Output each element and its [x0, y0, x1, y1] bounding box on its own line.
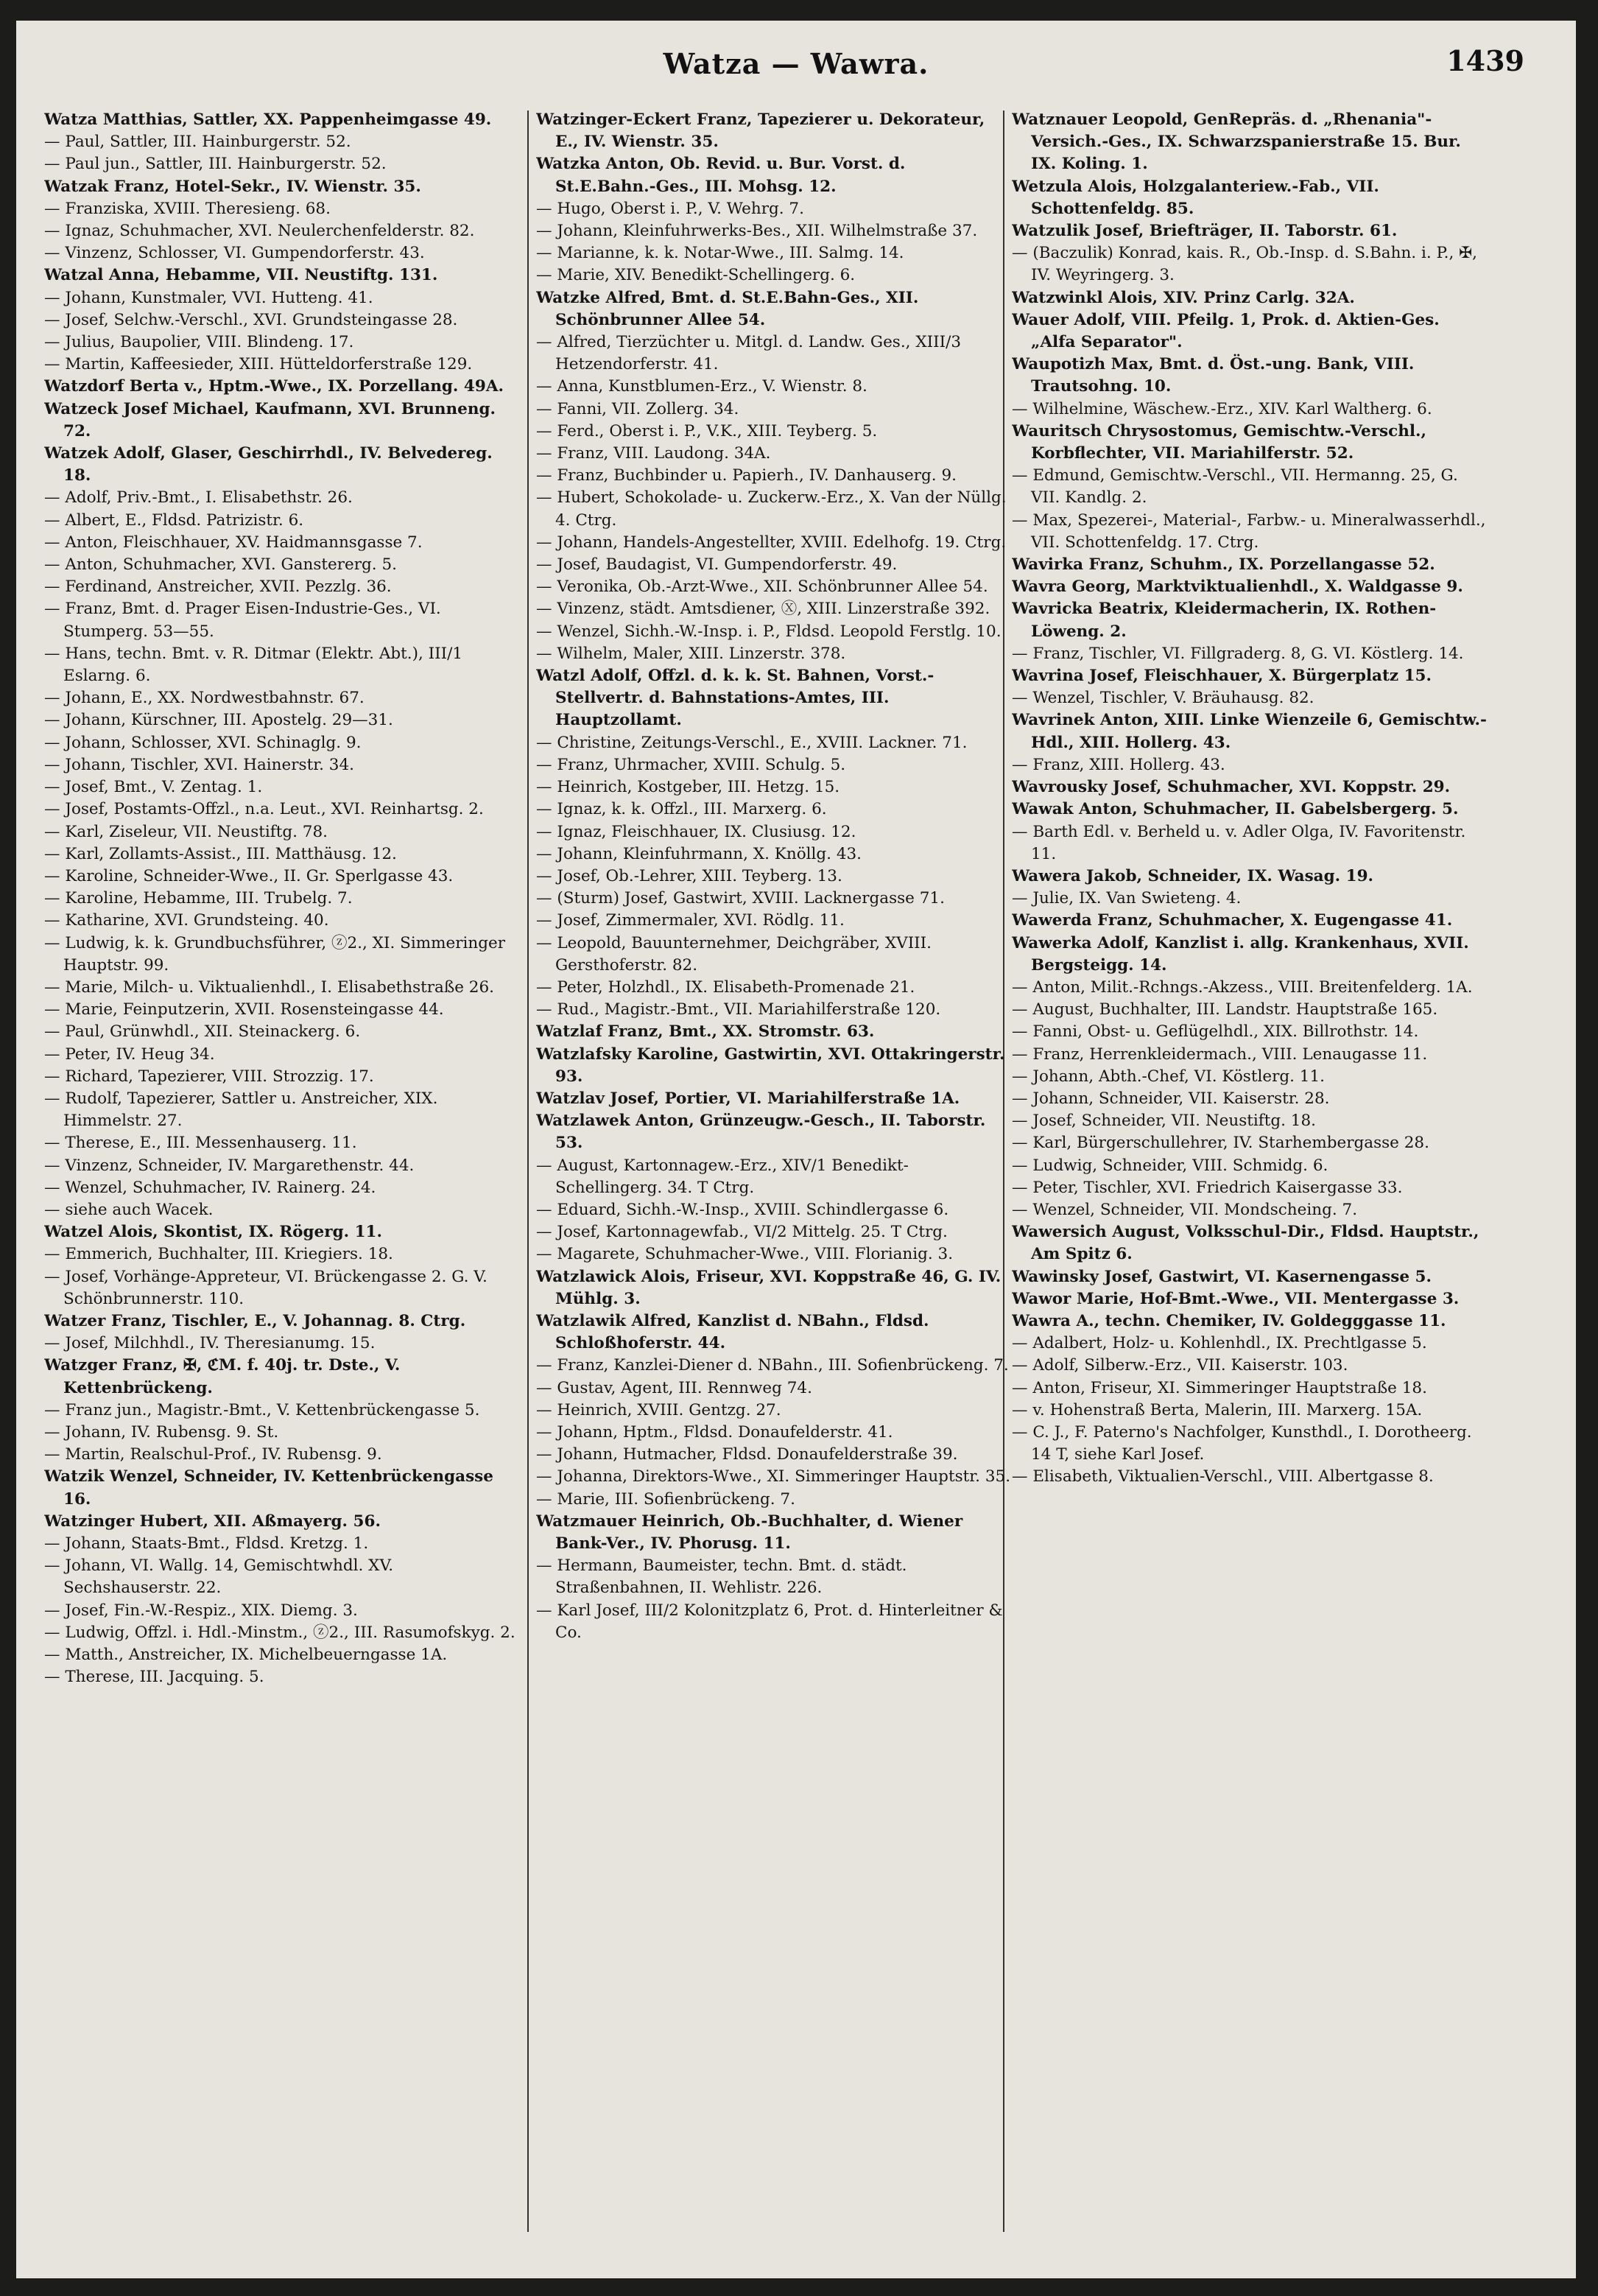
directory-entry: Watznauer Leopold, GenRepräs. d. „Rhenania"-Versich.-Ges., IX. Schwarzspanierstraße 15. Bur. IX. Koling. 1.: [1012, 110, 1461, 174]
directory-entry: — Johann, Staats-Bmt., Fldsd. Kretzg. 1.: [44, 1534, 369, 1553]
directory-entry: — Wenzel, Schuhmacher, IV. Rainerg. 24.: [44, 1178, 376, 1197]
directory-entry: — Julius, Baupolier, VIII. Blindeng. 17.: [44, 333, 354, 352]
directory-entry: — Josef, Selchw.-Verschl., XVI. Grundsteingasse 28.: [44, 310, 458, 329]
directory-entry: Wetzula Alois, Holzgalanteriew.-Fab., VII. Schottenfeldg. 85.: [1012, 177, 1379, 218]
directory-entry: — August, Kartonnagew.-Erz., XIV/1 Benedikt-Schellingerg. 34. T Ctrg.: [536, 1156, 909, 1197]
directory-entry: — Johann, Hutmacher, Fldsd. Donaufelderstraße 39.: [536, 1445, 958, 1464]
directory-entry: — Josef, Baudagist, VI. Gumpendorferstr. 49.: [536, 555, 898, 575]
directory-entry: — Peter, Holzhdl., IX. Elisabeth-Promenade 21.: [536, 977, 915, 997]
directory-entry: Watzmauer Heinrich, Ob.-Buchhalter, d. Wiener Bank-Ver., IV. Phorusg. 11.: [536, 1512, 963, 1553]
directory-entry: — Matth., Anstreicher, IX. Michelbeuerngasse 1A.: [44, 1646, 448, 1665]
directory-entry: — Rudolf, Tapezierer, Sattler u. Anstreicher, XIX. Himmelstr. 27.: [44, 1089, 438, 1131]
directory-entry: Wawor Marie, Hof-Bmt.-Wwe., VII. Mentergasse 3.: [1012, 1289, 1460, 1308]
directory-entry: — Veronika, Ob.-Arzt-Wwe., XII. Schönbrunner Allee 54.: [536, 577, 988, 597]
directory-entry: — C. J., F. Paterno's Nachfolger, Kunsthdl., I. Dorotheerg. 14 T, siehe Karl Josef.: [1012, 1422, 1472, 1464]
directory-entry: — Johann, IV. Rubensg. 9. St.: [44, 1422, 279, 1442]
directory-entry: Watzlafsky Karoline, Gastwirtin, XVI. Ottakringerstr. 93.: [536, 1045, 1005, 1086]
directory-entry: — Peter, Tischler, XVI. Friedrich Kaisergasse 33.: [1012, 1178, 1403, 1197]
directory-entry: Wawera Jakob, Schneider, IX. Wasag. 19.: [1012, 866, 1374, 885]
directory-entry: — Hubert, Schokolade- u. Zuckerw.-Erz., X. Van der Nüllg. 4. Ctrg.: [536, 488, 1007, 530]
page-title: Watza — Wawra.: [663, 47, 929, 80]
directory-entry: — Marianne, k. k. Notar-Wwe., III. Salmg. 14.: [536, 244, 904, 263]
column-1: [44, 109, 519, 2245]
directory-entry: Watzlav Josef, Portier, VI. Mariahilferstraße 1A.: [536, 1089, 960, 1108]
directory-entry: — Hugo, Oberst i. P., V. Wehrg. 7.: [536, 199, 804, 218]
directory-entry: — Julie, IX. Van Swieteng. 4.: [1012, 889, 1242, 908]
directory-entry: Wavirka Franz, Schuhm., IX. Porzellangasse 52.: [1012, 555, 1435, 575]
directory-entry: — Ferd., Oberst i. P., V.K., XIII. Teyberg. 5.: [536, 421, 878, 440]
directory-entry: — Marie, Feinputzerin, XVII. Rosensteingasse 44.: [44, 1000, 444, 1019]
directory-entry: — Johann, Schlosser, XVI. Schinaglg. 9.: [44, 733, 362, 752]
directory-entry: — Hermann, Baumeister, techn. Bmt. d. städt. Straßenbahnen, II. Wehlistr. 226.: [536, 1556, 907, 1598]
directory-entry: Watzik Wenzel, Schneider, IV. Kettenbrückengasse 16.: [44, 1467, 493, 1509]
directory-entry: — Adalbert, Holz- u. Kohlenhdl., IX. Prechtlgasse 5.: [1012, 1334, 1427, 1353]
directory-entry: — Ferdinand, Anstreicher, XVII. Pezzlg. 36.: [44, 577, 392, 597]
directory-entry: Watzel Alois, Skontist, IX. Rögerg. 11.: [44, 1223, 382, 1242]
directory-entry: — Ludwig, Schneider, VIII. Schmidg. 6.: [1012, 1156, 1328, 1175]
directory-entry: — Josef, Kartonnagewfab., VI/2 Mittelg. 25. T Ctrg.: [536, 1223, 948, 1242]
directory-entry: — Marie, III. Sofienbrückeng. 7.: [536, 1489, 795, 1509]
directory-entry: — Gustav, Agent, III. Rennweg 74.: [536, 1378, 812, 1397]
directory-entry: — Therese, E., III. Messenhauserg. 11.: [44, 1134, 357, 1153]
directory-entry: — Leopold, Bauunternehmer, Deichgräber, XVIII. Gersthoferstr. 82.: [536, 933, 932, 975]
directory-entry: Wawak Anton, Schuhmacher, II. Gabelsbergerg. 5.: [1012, 800, 1459, 819]
directory-entry: — Richard, Tapezierer, VIII. Strozzig. 17.: [44, 1067, 374, 1086]
directory-entry: Wavrina Josef, Fleischhauer, X. Bürgerplatz 15.: [1012, 667, 1432, 686]
directory-entry: — Franz, Uhrmacher, XVIII. Schulg. 5.: [536, 755, 846, 774]
directory-entry: — Emmerich, Buchhalter, III. Kriegiers. 18.: [44, 1245, 393, 1264]
directory-entry: — Paul, Grünwhdl., XII. Steinackerg. 6.: [44, 1022, 361, 1042]
directory-entry: — Franziska, XVIII. Theresieng. 68.: [44, 199, 331, 218]
directory-entry: — siehe auch Wacek.: [44, 1200, 214, 1219]
directory-entry: — Karoline, Hebamme, III. Trubelg. 7.: [44, 889, 353, 908]
directory-entry: — Heinrich, Kostgeber, III. Hetzg. 15.: [536, 778, 840, 797]
directory-entry: — Vinzenz, Schlosser, VI. Gumpendorferstr. 43.: [44, 244, 425, 263]
directory-entry: — Johann, Tischler, XVI. Hainerstr. 34.: [44, 755, 354, 774]
directory-entry: — Adolf, Priv.-Bmt., I. Elisabethstr. 26.: [44, 488, 353, 508]
directory-entry: — Marie, XIV. Benedikt-Schellingerg. 6.: [536, 266, 856, 285]
directory-entry: Watzer Franz, Tischler, E., V. Johannag. 8. Ctrg.: [44, 1311, 466, 1330]
directory-entry: Watzlawik Alfred, Kanzlist d. NBahn., Fldsd. Schloßhoferstr. 44.: [536, 1311, 929, 1353]
directory-entry: — August, Buchhalter, III. Landstr. Hauptstraße 165.: [1012, 1000, 1438, 1019]
directory-entry: — Johann, E., XX. Nordwestbahnstr. 67.: [44, 689, 365, 708]
directory-entry: — Karl, Ziseleur, VII. Neustiftg. 78.: [44, 822, 328, 841]
directory-entry: — Ludwig, k. k. Grundbuchsführer, ⓩ2., XI. Simmeringer Hauptstr. 99.: [44, 933, 506, 975]
directory-entry: — Fanni, Obst- u. Geflügelhdl., XIX. Billrothstr. 14.: [1012, 1022, 1419, 1042]
directory-entry: — Josef, Ob.-Lehrer, XIII. Teyberg. 13.: [536, 866, 842, 885]
directory-entry: — Anna, Kunstblumen-Erz., V. Wienstr. 8.: [536, 377, 867, 396]
directory-entry: — Franz, Kanzlei-Diener d. NBahn., III. Sofienbrückeng. 7.: [536, 1356, 1009, 1375]
directory-entry: Watzulik Josef, Briefträger, II. Taborstr. 61.: [1012, 222, 1398, 241]
directory-entry: Wavrousky Josef, Schuhmacher, XVI. Koppstr. 29.: [1012, 778, 1451, 797]
directory-entry: Wavrinek Anton, XIII. Linke Wienzeile 6, Gemischtw.-Hdl., XIII. Hollerg. 43.: [1012, 711, 1487, 752]
directory-entry: — Fanni, VII. Zollerg. 34.: [536, 399, 739, 418]
page-number: 1439: [1446, 44, 1524, 77]
directory-entry: Wawersich August, Volksschul-Dir., Fldsd. Hauptstr., Am Spitz 6.: [1012, 1223, 1479, 1264]
directory-entry: Wawinsky Josef, Gastwirt, VI. Kasernengasse 5.: [1012, 1267, 1432, 1286]
directory-entry: — Vinzenz, Schneider, IV. Margarethenstr. 44.: [44, 1156, 415, 1175]
directory-entry: — Anton, Milit.-Rchngs.-Akzess., VIII. Breitenfelderg. 1A.: [1012, 977, 1473, 997]
directory-entry: Wawra A., techn. Chemiker, IV. Goldegggasse 11.: [1012, 1311, 1446, 1330]
directory-entry: — Johanna, Direktors-Wwe., XI. Simmeringer Hauptstr. 35.: [536, 1467, 1011, 1486]
directory-entry: — Rud., Magistr.-Bmt., VII. Mariahilferstraße 120.: [536, 1000, 941, 1019]
column-3: [1012, 109, 1487, 2245]
directory-entry: — Hans, techn. Bmt. v. R. Ditmar (Elektr. Abt.), III/1 Eslarng. 6.: [44, 644, 463, 686]
directory-entry: — Adolf, Silberw.-Erz., VII. Kaiserstr. 103.: [1012, 1356, 1348, 1375]
directory-entry: — Paul jun., Sattler, III. Hainburgerstr. 52.: [44, 155, 387, 174]
directory-entry: — Johann, Handels-Angestellter, XVIII. Edelhofg. 19. Ctrg.: [536, 533, 1007, 552]
directory-entry: — Anton, Fleischhauer, XV. Haidmannsgasse 7.: [44, 533, 423, 552]
directory-entry: Watzka Anton, Ob. Revid. u. Bur. Vorst. d. St.E.Bahn.-Ges., III. Mohsg. 12.: [536, 155, 906, 196]
directory-entry: — Johann, Schneider, VII. Kaiserstr. 28.: [1012, 1089, 1330, 1108]
directory-entry: — Magarete, Schuhmacher-Wwe., VIII. Florianig. 3.: [536, 1245, 954, 1264]
directory-entry: — Johann, Abth.-Chef, VI. Köstlerg. 11.: [1012, 1067, 1325, 1086]
directory-entry: — Martin, Realschul-Prof., IV. Rubensg. 9.: [44, 1445, 382, 1464]
directory-entry: — (Sturm) Josef, Gastwirt, XVIII. Lacknergasse 71.: [536, 889, 945, 908]
directory-entry: Watzek Adolf, Glaser, Geschirrhdl., IV. Belvedereg. 18.: [44, 444, 493, 485]
directory-entry: — Anton, Schuhmacher, XVI. Ganstererg. 5.: [44, 555, 397, 575]
directory-entry: — Elisabeth, Viktualien-Verschl., VIII. Albertgasse 8.: [1012, 1467, 1434, 1486]
directory-entry: Wawerka Adolf, Kanzlist i. allg. Krankenhaus, XVII. Bergsteigg. 14.: [1012, 933, 1469, 975]
directory-entry: — Karl, Bürgerschullehrer, IV. Starhembergasse 28.: [1012, 1134, 1429, 1153]
directory-entry: — Josef, Schneider, VII. Neustiftg. 18.: [1012, 1112, 1316, 1131]
directory-entry: Watzdorf Berta v., Hptm.-Wwe., IX. Porzellang. 49A.: [44, 377, 504, 396]
directory-entry: — Wenzel, Sichh.-W.-Insp. i. P., Fldsd. Leopold Ferstlg. 10.: [536, 622, 1002, 641]
directory-entry: — Franz, XIII. Hollerg. 43.: [1012, 755, 1225, 774]
directory-entry: — Katharine, XVI. Grundsteing. 40.: [44, 911, 329, 930]
directory-entry: — Marie, Milch- u. Viktualienhdl., I. Elisabethstraße 26.: [44, 977, 494, 997]
directory-entry: Watzger Franz, ✠, ℭM. f. 40j. tr. Dste., V. Kettenbrückeng.: [44, 1356, 401, 1397]
directory-entry: Watzinger Hubert, XII. Aßmayerg. 56.: [44, 1512, 381, 1531]
directory-entry: — Wilhelmine, Wäschew.-Erz., XIV. Karl Waltherg. 6.: [1012, 399, 1432, 418]
directory-entry: — Wenzel, Schneider, VII. Mondscheing. 7.: [1012, 1200, 1358, 1219]
directory-entry: — Johann, Kleinfuhrwerks-Bes., XII. Wilhelmstraße 37.: [536, 222, 978, 241]
directory-entry: — Anton, Friseur, XI. Simmeringer Hauptstraße 18.: [1012, 1378, 1427, 1397]
directory-entry: — Max, Spezerei-, Material-, Farbw.- u. Mineralwasserhdl., VII. Schottenfeldg. 17. Ctrg.: [1012, 510, 1486, 552]
directory-entry: — Franz, VIII. Laudong. 34A.: [536, 444, 771, 463]
directory-entry: Wauritsch Chrysostomus, Gemischtw.-Verschl., Korbflechter, VII. Mariahilferstr. 52.: [1012, 421, 1426, 463]
directory-entry: — Johann, Hptm., Fldsd. Donaufelderstr. 41.: [536, 1422, 893, 1442]
directory-entry: Watzlaf Franz, Bmt., XX. Stromstr. 63.: [536, 1022, 875, 1042]
directory-entry: — Wenzel, Tischler, V. Bräuhausg. 82.: [1012, 689, 1314, 708]
directory-entry: Watzke Alfred, Bmt. d. St.E.Bahn-Ges., XII. Schönbrunner Allee 54.: [536, 288, 919, 329]
directory-entry: — Wilhelm, Maler, XIII. Linzerstr. 378.: [536, 644, 846, 663]
directory-entry: — Josef, Fin.-W.-Respiz., XIX. Diemg. 3.: [44, 1601, 358, 1620]
directory-entry: Watzal Anna, Hebamme, VII. Neustiftg. 131.: [44, 266, 438, 285]
directory-entry: — Therese, III. Jacquing. 5.: [44, 1668, 264, 1687]
directory-entry: — Josef, Bmt., V. Zentag. 1.: [44, 778, 263, 797]
directory-entry: — Ludwig, Offzl. i. Hdl.-Minstm., ⓩ2., III. Rasumofskyg. 2.: [44, 1623, 515, 1642]
directory-entry: Watzak Franz, Hotel-Sekr., IV. Wienstr. 35.: [44, 177, 421, 196]
column-2: [536, 109, 1011, 2245]
directory-entry: — Franz, Buchbinder u. Papierh., IV. Danhauserg. 9.: [536, 466, 957, 485]
directory-entry: — Paul, Sattler, III. Hainburgerstr. 52.: [44, 133, 351, 152]
directory-entry: — Johann, Kunstmaler, VVI. Hutteng. 41.: [44, 288, 373, 307]
directory-entry: Watzinger-Eckert Franz, Tapezierer u. Dekorateur, E., IV. Wienstr. 35.: [536, 110, 985, 152]
directory-entry: — Heinrich, XVIII. Gentzg. 27.: [536, 1400, 781, 1419]
directory-entry: — Martin, Kaffeesieder, XIII. Hütteldorferstraße 129.: [44, 355, 473, 374]
directory-entry: — Alfred, Tierzüchter u. Mitgl. d. Landw. Ges., XIII/3 Hetzendorferstr. 41.: [536, 333, 962, 374]
directory-entry: — Ignaz, Fleischhauer, IX. Clusiusg. 12.: [536, 822, 856, 841]
directory-entry: Watzlawick Alois, Friseur, XVI. Koppstraße 46, G. IV. Mühlg. 3.: [536, 1267, 1002, 1308]
directory-entry: — Franz jun., Magistr.-Bmt., V. Kettenbrückengasse 5.: [44, 1400, 480, 1419]
directory-entry: — Vinzenz, städt. Amtsdiener, Ⓧ, XIII. Linzerstraße 392.: [536, 600, 990, 619]
directory-entry: Watzwinkl Alois, XIV. Prinz Carlg. 32A.: [1012, 288, 1355, 307]
directory-entry: — Peter, IV. Heug 34.: [44, 1045, 215, 1064]
directory-entry: — Karl Josef, III/2 Kolonitzplatz 6, Prot. d. Hinterleitner & Co.: [536, 1601, 1003, 1642]
directory-entry: — Johann, Kleinfuhrmann, X. Knöllg. 43.: [536, 844, 862, 863]
directory-entry: Wawerda Franz, Schuhmacher, X. Eugengasse 41.: [1012, 911, 1453, 930]
directory-entry: Wauer Adolf, VIII. Pfeilg. 1, Prok. d. Aktien-Ges. „Alfa Separator".: [1012, 310, 1440, 352]
directory-entry: — Christine, Zeitungs-Verschl., E., XVIII. Lackner. 71.: [536, 733, 968, 752]
directory-entry: — Barth Edl. v. Berheld u. v. Adler Olga, IV. Favoritenstr. 11.: [1012, 822, 1466, 863]
directory-entry: Watzeck Josef Michael, Kaufmann, XVI. Brunneng. 72.: [44, 399, 496, 440]
directory-entry: — Franz, Herrenkleidermach., VIII. Lenaugasse 11.: [1012, 1045, 1428, 1064]
page-header: [16, 44, 1576, 88]
directory-entry: Watza Matthias, Sattler, XX. Pappenheimgasse 49.: [44, 110, 492, 129]
directory-entry: — Eduard, Sichh.-W.-Insp., XVIII. Schindlergasse 6.: [536, 1200, 949, 1219]
directory-entry: — Josef, Zimmermaler, XVI. Rödlg. 11.: [536, 911, 845, 930]
directory-entry: — v. Hohenstraß Berta, Malerin, III. Marxerg. 15A.: [1012, 1400, 1423, 1419]
directory-entry: Watzlawek Anton, Grünzeugw.-Gesch., II. Taborstr. 53.: [536, 1112, 986, 1153]
directory-entry: — Ignaz, Schuhmacher, XVI. Neulerchenfelderstr. 82.: [44, 222, 475, 241]
directory-entry: — Karoline, Schneider-Wwe., II. Gr. Sperlgasse 43.: [44, 866, 454, 885]
directory-entry: — Josef, Postamts-Offzl., n.a. Leut., XVI. Reinhartsg. 2.: [44, 800, 484, 819]
directory-entry: — Josef, Vorhänge-Appreteur, VI. Brückengasse 2. G. V. Schönbrunnerstr. 110.: [44, 1267, 488, 1308]
directory-entry: — Franz, Bmt. d. Prager Eisen-Industrie-Ges., VI. Stumperg. 53—55.: [44, 600, 441, 641]
directory-entry: — Johann, Kürschner, III. Apostelg. 29—31.: [44, 711, 393, 730]
directory-entry: — Edmund, Gemischtw.-Verschl., VII. Hermanng. 25, G. VII. Kandlg. 2.: [1012, 466, 1458, 508]
directory-entry: Watzl Adolf, Offzl. d. k. k. St. Bahnen, Vorst.-Stellvertr. d. Bahnstations-Amtes, III. Hauptzollamt.: [536, 667, 934, 730]
directory-entry: Wavra Georg, Marktviktualienhdl., X. Waldgasse 9.: [1012, 577, 1463, 597]
directory-entry: — Albert, E., Fldsd. Patrizistr. 6.: [44, 510, 304, 530]
directory-page: [16, 21, 1576, 2278]
directory-entry: — Franz, Tischler, VI. Fillgraderg. 8, G. VI. Köstlerg. 14.: [1012, 644, 1464, 663]
directory-entry: Waupotizh Max, Bmt. d. Öst.-ung. Bank, VIII. Trautsohng. 10.: [1012, 355, 1415, 396]
column-divider: [527, 110, 529, 2232]
directory-entry: — Johann, VI. Wallg. 14, Gemischtwhdl. XV. Sechshauserstr. 22.: [44, 1556, 394, 1598]
directory-entry: — Ignaz, k. k. Offzl., III. Marxerg. 6.: [536, 800, 827, 819]
directory-entry: — Karl, Zollamts-Assist., III. Matthäusg. 12.: [44, 844, 397, 863]
directory-entry: — (Baczulik) Konrad, kais. R., Ob.-Insp. d. S.Bahn. i. P., ✠, IV. Weyringerg. 3.: [1012, 244, 1477, 285]
directory-entry: Wavricka Beatrix, Kleidermacherin, IX. Rothen-Löweng. 2.: [1012, 600, 1437, 641]
directory-entry: — Josef, Milchhdl., IV. Theresianumg. 15.: [44, 1334, 376, 1353]
